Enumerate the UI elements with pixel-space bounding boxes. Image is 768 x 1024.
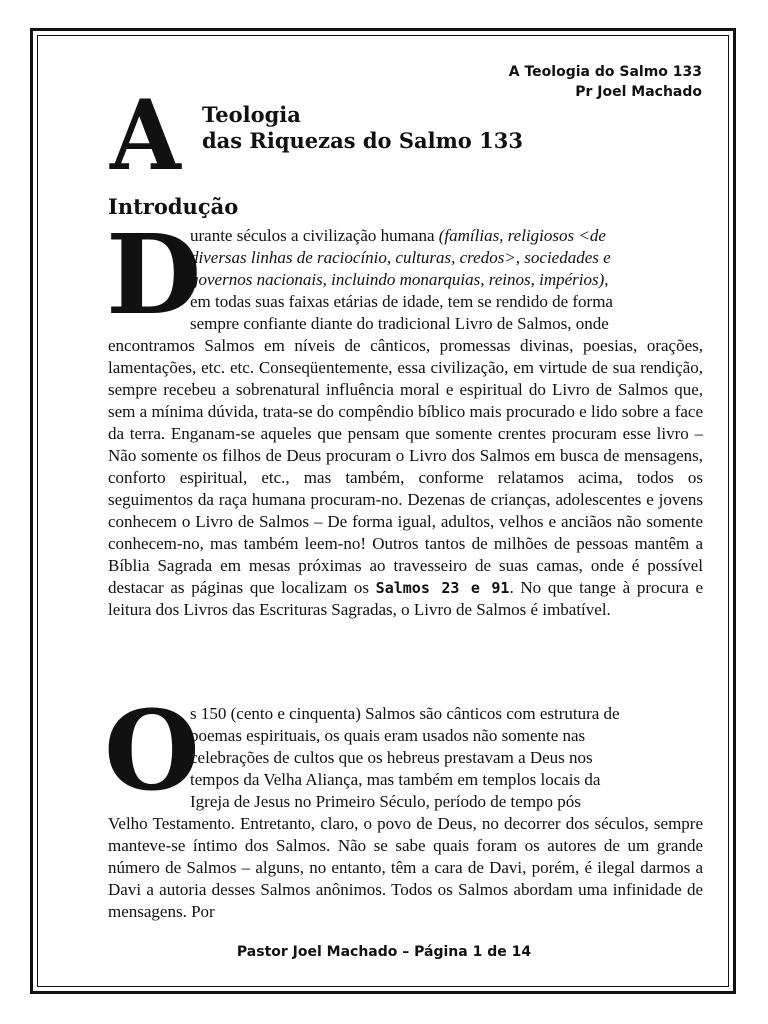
para1-line-2: diversas linhas de raciocínio, culturas, credos>, sociedades e	[190, 248, 611, 267]
paragraph-2	[108, 703, 703, 923]
section-heading: Introdução	[108, 194, 239, 219]
paragraph-2-drop-cap: O	[104, 686, 200, 815]
paragraph-1-drop-cap: D	[106, 210, 202, 339]
page-footer: Pastor Joel Machado – Página 1 de 14	[236, 944, 532, 960]
header-author: Pr Joel Machado	[575, 84, 702, 100]
para2-line-3: celebrações de cultos que os hebreus prestavam a Deus nos	[190, 748, 593, 767]
para1-line-3: governos nacionais, incluindo monarquias, reinos, impérios),	[190, 270, 609, 289]
para2-body: Velho Testamento. Entretanto, claro, o povo de Deus, no decorrer dos séculos, sempre manteve-se íntimo dos Salmos. Não se sabe quais foram os autores de um grande número de Salmos – alguns, no entanto, têm a cara de Davi, porém, é ilegal darmos a Davi a autoria desses Salmos anônimos. Todos os Salmos abordam uma infinidade de mensagens. Por	[108, 814, 703, 921]
salmos-highlight: Salmos 23 e 91	[375, 579, 510, 597]
header-title: A Teologia do Salmo 133	[508, 64, 702, 80]
para2-line-2: poemas espirituais, os quais eram usados não somente nas	[190, 726, 586, 745]
running-header	[509, 62, 702, 102]
para1-line-5: sempre confiante diante do tradicional Livro de Salmos, onde	[190, 314, 609, 333]
para1-body: encontramos Salmos em níveis de cânticos, promessas divinas, poesias, orações, lamentações, etc. etc. Conseqüentemente, essa civilização, em virtude de sua rendição, sempre recebeu a sobrenatural influência moral e espiritual do Livro de Salmos que, sem a mínima dúvida, trata-se do compêndio bíblico mais procurado e lido sobre a face da terra. Enganam-se aqueles que pensam que somente crentes procuram esse livro – Não somente os filhos de Deus procuram o Livro dos Salmos em busca de mensagens, conforto espiritual, etc., mas também, conforme relatamos acima, todos os seguimentos da raça humana procuram-no. Dezenas de crianças, adolescentes e jovens conhecem o Livro de Salmos – De forma igual, adultos, velhos e anciãos não somente conhecem-no, mas também leem-no! Outros tantos de milhões de pessoas mantêm a Bíblia Sagrada em mesas próximas ao travesseiro de suas camas, onde é possível destacar as páginas que localizam os Salmos 23 e 91. No que tange à procura e leitura dos Livros das Escrituras Sagradas, o Livro de Salmos é imbatível.	[108, 336, 703, 619]
document-title	[202, 102, 523, 154]
para2-line-4: tempos da Velha Aliança, mas também em templos locais da	[190, 770, 601, 789]
title-drop-cap: A	[110, 79, 181, 192]
paragraph-1	[108, 225, 703, 621]
para1-line-1: urante séculos a civilização humana (famílias, religiosos <de	[190, 226, 606, 245]
title-line-1: Teologia	[202, 102, 301, 127]
para2-line-1: s 150 (cento e cinquenta) Salmos são cânticos com estrutura de	[190, 704, 620, 723]
para2-line-5: Igreja de Jesus no Primeiro Século, período de tempo pós	[190, 792, 581, 811]
para1-line-4: em todas suas faixas etárias de idade, tem se rendido de forma	[190, 292, 613, 311]
title-line-2: das Riquezas do Salmo 133	[202, 128, 523, 153]
